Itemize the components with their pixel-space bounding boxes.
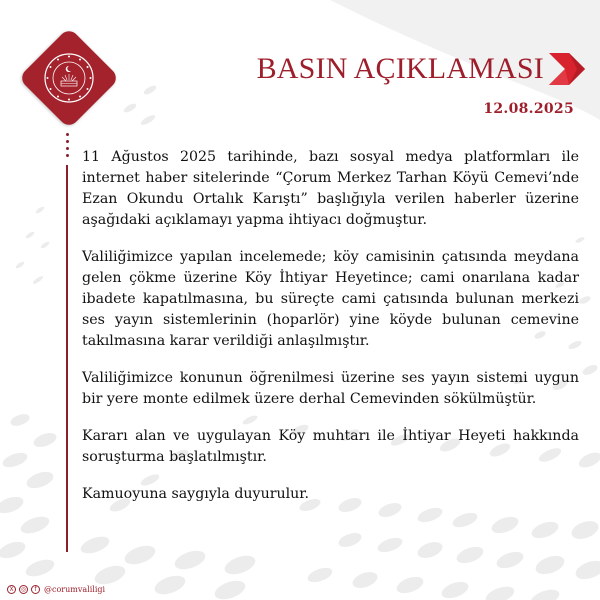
social-media-footer xyxy=(7,585,105,594)
paragraph: 11 Ağustos 2025 tarihinde, bazı sosyal medya platformları ile internet haber sitelerinde “Çorum Merkez Tarhan Köyü Cemevi’nde Ezan Okundu Ortalık Karıştı” başlığıyla verilen haberler üzerine aşağıdaki açıklamayı yapma ihtiyacı doğmuştur. xyxy=(82,149,579,228)
publication-date: 12.08.2025 xyxy=(483,101,574,117)
paragraph: Valiliğimizce yapılan incelemede; köy camisinin çatısında meydana gelen çökme üzerine Köy İhtiyar Heyetince; cami onarılana kadar ibadete kapatılmasına, bu süreçte cami çatısında bulunan merkezi ses yayın sistemlerinin (hoparlör) yine köyde bulunan cemevine takılmasına karar verildiği anlaşılmıştır. xyxy=(82,249,579,349)
press-release-body xyxy=(82,147,579,521)
page-title: BASIN AÇIKLAMASI xyxy=(256,52,544,85)
chevron-right-icon xyxy=(547,49,587,89)
x-icon[interactable]: X xyxy=(7,585,16,594)
state-seal-icon xyxy=(35,44,103,112)
instagram-icon[interactable]: ◎ xyxy=(20,585,27,593)
paragraph: Valiliğimizce konunun öğrenilmesi üzerine ses yayın sistemi uygun bir yere monte edilmek üzere derhal Cemevinden sökülmüştür. xyxy=(82,370,579,407)
paragraph: Kararı alan ve uygulayan Köy muhtarı ile İhtiyar Heyeti hakkında soruşturma başlatılmıştır. xyxy=(82,428,579,465)
governorship-logo xyxy=(18,27,120,129)
vertical-dotted-accent xyxy=(66,133,69,161)
vertical-accent-line xyxy=(66,165,68,552)
paragraph: Kamuoyuna saygıyla duyurulur. xyxy=(82,486,310,502)
facebook-icon[interactable]: f xyxy=(31,585,40,594)
social-handle[interactable]: @corumvaliligi xyxy=(44,585,106,594)
